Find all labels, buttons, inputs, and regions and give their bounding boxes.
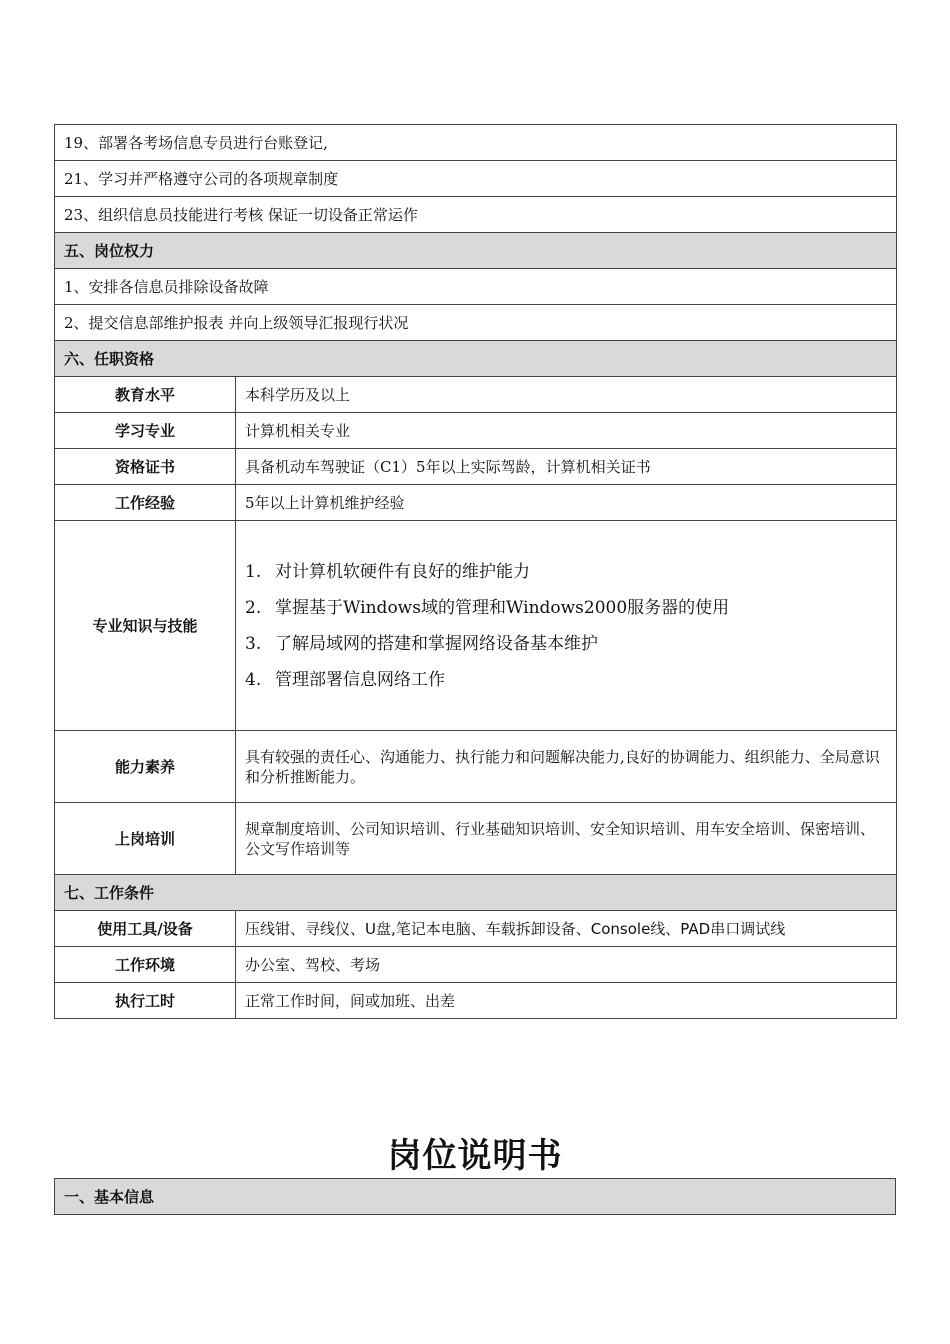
hours-label: 执行工时 <box>55 983 236 1019</box>
section-header-conditions: 七、工作条件 <box>55 875 897 911</box>
power-item: 1、安排各信息员排除设备故障 <box>55 269 897 305</box>
job-description-table <box>54 124 897 1019</box>
skills-item-text: 管理部署信息网络工作 <box>275 669 445 690</box>
ability-label: 能力素养 <box>55 731 236 803</box>
experience-value: 5年以上计算机维护经验 <box>236 485 897 521</box>
training-value: 规章制度培训、公司知识培训、行业基础知识培训、安全知识培训、用车安全培训、保密培训、公文写作培训等 <box>236 803 897 875</box>
skills-list <box>245 554 887 698</box>
document-title: 岗位说明书 <box>387 1136 563 1176</box>
tools-value: 压线钳、寻线仪、U盘,笔记本电脑、车载拆卸设备、Console线、PAD串口调试线 <box>236 911 897 947</box>
duty-item: 23、组织信息员技能进行考核 保证一切设备正常运作 <box>55 197 897 233</box>
skills-item-text: 对计算机软硬件有良好的维护能力 <box>275 561 530 582</box>
duty-item: 21、学习并严格遵守公司的各项规章制度 <box>55 161 897 197</box>
skills-label: 专业知识与技能 <box>55 521 236 731</box>
skills-item-number: 4. <box>245 669 262 690</box>
skills-item-number: 2. <box>245 597 262 618</box>
environment-value: 办公室、驾校、考场 <box>236 947 897 983</box>
skills-item-number: 3. <box>245 633 262 654</box>
skills-list-item <box>245 554 887 590</box>
training-label: 上岗培训 <box>55 803 236 875</box>
major-value: 计算机相关专业 <box>236 413 897 449</box>
duty-item: 19、部署各考场信息专员进行台账登记, <box>55 125 897 161</box>
tools-label: 使用工具/设备 <box>55 911 236 947</box>
skills-list-item <box>245 626 887 662</box>
ability-value: 具有较强的责任心、沟通能力、执行能力和问题解决能力,良好的协调能力、组织能力、全局意识和分析推断能力。 <box>236 731 897 803</box>
education-label: 教育水平 <box>55 377 236 413</box>
skills-item-text: 掌握基于Windows域的管理和Windows2000服务器的使用 <box>275 597 730 618</box>
education-value: 本科学历及以上 <box>236 377 897 413</box>
certificate-value: 具备机动车驾驶证（C1）5年以上实际驾龄，计算机相关证书 <box>236 449 897 485</box>
skills-list-item <box>245 590 887 626</box>
section-header-powers: 五、岗位权力 <box>55 233 897 269</box>
certificate-label: 资格证书 <box>55 449 236 485</box>
skills-item-text: 了解局域网的搭建和掌握网络设备基本维护 <box>275 633 598 654</box>
power-item: 2、提交信息部维护报表 并向上级领导汇报现行状况 <box>55 305 897 341</box>
skills-item-number: 1. <box>245 561 262 582</box>
major-label: 学习专业 <box>55 413 236 449</box>
skills-list-item <box>245 662 887 698</box>
section-header-basic-info: 一、基本信息 <box>55 1179 896 1215</box>
environment-label: 工作环境 <box>55 947 236 983</box>
skills-cell <box>236 521 897 731</box>
experience-label: 工作经验 <box>55 485 236 521</box>
hours-value: 正常工作时间，间或加班、出差 <box>236 983 897 1019</box>
section-header-qualifications: 六、任职资格 <box>55 341 897 377</box>
basic-info-table <box>54 1178 896 1215</box>
